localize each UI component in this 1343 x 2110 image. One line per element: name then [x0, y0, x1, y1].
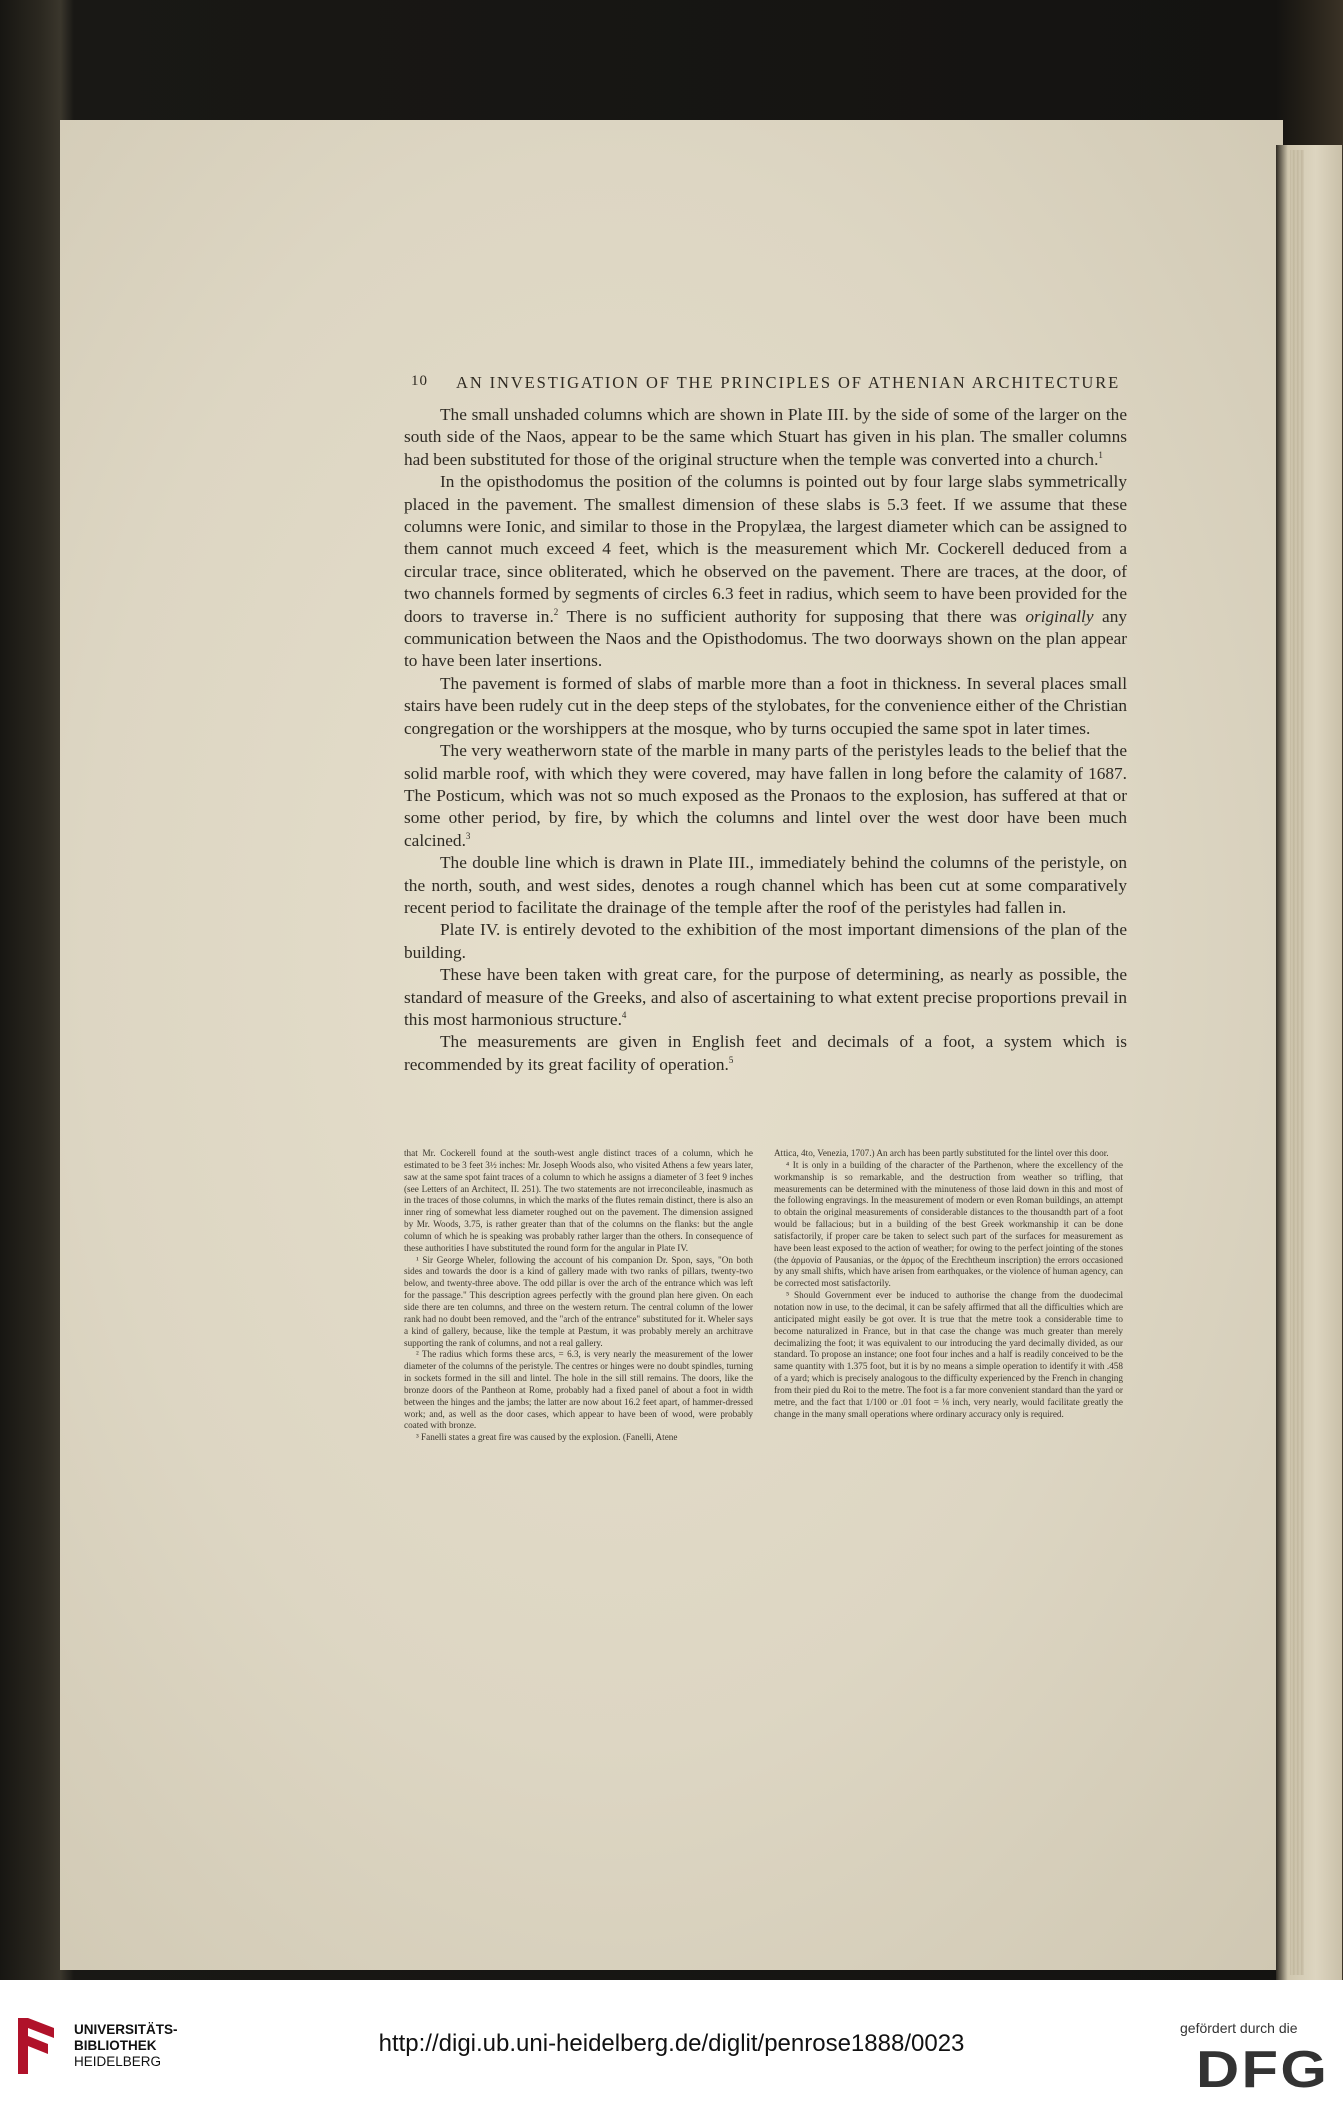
running-head — [0, 373, 1343, 403]
footnote-ref: 4 — [621, 1010, 627, 1021]
paragraph-text: Plate IV. is entirely devoted to the exhibition of the most important dimensions of the plan of the building. — [404, 920, 1127, 962]
paragraph — [404, 471, 1127, 673]
facing-page-edge — [1276, 145, 1342, 1980]
footnote: ⁵ Should Government ever be induced to authorise the change from the duodecimal notation now in use, to the decimal, it can be safely affirmed that all the difficulties which are anticipated might easily be got over. It is true that the metre took a considerable time to become naturalized in France, but in that case the change was much greater than merely decimalizing the foot; it was equivalent to our introducing the yard decimally divided, as our standard. To propose an instance; one foot four inches and a half is readily conceived to be the same quantity with 1.375 foot, but it is by no means a simple operation to identify it with .458 of a yard; which is precisely analogous to the difficulty experienced by the French in changing from their pied du Roi to the metre. The foot is a far more convenient standard than the yard or metre, and the fact that 1/100 or .01 foot = ⅛ inch, very nearly, would facilitate greatly the change in the many small operations where ordinary accuracy only is required. — [774, 1290, 1123, 1419]
permalink-url[interactable]: http://digi.ub.uni-heidelberg.de/diglit/penrose1888/0023 — [378, 2030, 965, 2057]
paragraph — [404, 852, 1127, 919]
footnote: ² The radius which forms these arcs, = 6.3, is very nearly the measurement of the lower diameter of the columns of the peristyle. The centres or hinges were no doubt spindles, turning in sockets formed in the sill and lintel. The hole in the sill still remains. The doors, like the bronze doors of the Pantheon at Rome, probably had a fixed panel of about a foot in width between the hinges and the jambs; the latter are now about 16.2 feet apart, of hammer-dressed work; and, as well as the door cases, which appear to have been of wood, were probably coated with bronze. — [404, 1349, 753, 1431]
paragraph-text: The small unshaded columns which are shown in Plate III. by the side of some of the larger on the south side of the Naos, appear to be the same which Stuart has given in his plan. The smaller columns had been substituted for those of the original structure when the temple was converted into a church. — [404, 405, 1127, 469]
paragraph — [404, 919, 1127, 964]
library-name-line: BIBLIOTHEK — [74, 2038, 157, 2053]
library-name-line: UNIVERSITÄTS- — [74, 2022, 178, 2037]
paragraph-text: The double line which is drawn in Plate III., immediately behind the columns of the peristyle, on the north, south, and west sides, denotes a rough channel which has been cut at some comparatively recent period to facilitate the drainage of the temple after the roof of the peristyles had fallen in. — [404, 853, 1127, 917]
paragraph — [404, 1031, 1127, 1076]
library-name-line: HEIDELBERG — [74, 2054, 162, 2069]
main-text — [404, 404, 1127, 1076]
paragraph-text: These have been taken with great care, for the purpose of determining, as nearly as possible, the standard of measure of the Greeks, and also of ascertaining to what extent precise proportions prevail in this most harmonious structure. — [404, 965, 1127, 1029]
footnote: Attica, 4to, Venezia, 1707.) An arch has been partly substituted for the lintel over this door. — [774, 1148, 1109, 1158]
dfg-logo: DFG — [1196, 2041, 1330, 2099]
funding-note: gefördert durch die — [1180, 2020, 1298, 2036]
footnote-ref: 5 — [728, 1055, 734, 1066]
footnote-ref: 3 — [465, 830, 471, 841]
paragraph-text: any communication between the Naos and the Opisthodomus. The two doorways shown on the plan appear to have been later insertions. — [404, 606, 1127, 671]
footnote-ref: 2 — [553, 606, 559, 617]
page-number: 10 — [411, 373, 428, 389]
paragraph-text: The very weatherworn state of the marble in many parts of the peristyles leads to the belief that the solid marble roof, with which they were covered, may have fallen in long before the calamity of 1687. The Posticum, which was not so much exposed as the Pronaos to the explosion, has suffered at that or some other period, by fire, by which the columns and lintel over the west door have been much calcined. — [404, 741, 1127, 850]
paragraph-text: In the opisthodomus the position of the columns is pointed out by four large slabs symmetrically placed in the pavement. The smallest dimension of these slabs is 5.3 feet. If we assume that these columns were Ionic, and similar to those in the Propylæa, the largest diameter which can be assigned to them cannot much exceed 4 feet, which is the measurement which Mr. Cockerell deduced from a circular trace, since obliterated, which he observed on the pavement. There are traces, at the door, of two channels formed by segments of circles 6.3 feet in radius, which seem to have been provided for the doors to traverse in. — [404, 472, 1127, 626]
paragraph — [404, 404, 1127, 471]
paragraph — [404, 964, 1127, 1031]
paragraph-text: The pavement is formed of slabs of marble more than a foot in thickness. In several places small stairs have been rudely cut in the deep steps of the stylobates, for the convenience either of the Christian congregation or the worshippers at the mosque, who by turns occupied the same spot in later times. — [404, 673, 1127, 738]
footnotes — [404, 1148, 1127, 1548]
paragraph-text: The measurements are given in English feet and decimals of a foot, a system which is recommended by its great facility of operation. — [404, 1032, 1127, 1074]
running-title: AN INVESTIGATION OF THE PRINCIPLES OF ATHENIAN ARCHITECTURE — [456, 373, 1121, 392]
footnote-ref: 1 — [1098, 450, 1103, 461]
emphasis: originally — [1025, 606, 1094, 626]
footnote: that Mr. Cockerell found at the south-west angle distinct traces of a column, which he estimated to be 3 feet 3½ inches: Mr. Joseph Woods also, who visited Athens a few years later, saw at the same spot faint traces of a column to which he assigns a diameter of 3 feet 9 inches (see Letters of an Architect, II. 251). The two statements are not irreconcileable, inasmuch as in the traces of those columns, in which the marks of the flutes remain distinct, there is also an inner ring of somewhat less diameter roughed out on the pavement. The dimension assigned by Mr. Woods, 3.75, is rather greater than that of the columns on the flanks: but the angle column of which he is speaking was probably rather larger than the others. In consequence of these authorities I have substituted the round form for the angular in Plate IV. — [404, 1148, 753, 1253]
paragraph-text: There is no sufficient authority for supposing that there was — [558, 606, 1026, 626]
footnote: ⁴ It is only in a building of the character of the Parthenon, where the excellency of the workmanship is so remarkable, and the destruction from weather so trifling, that measurements can be determined with the minuteness of those laid down in this and most of the following engravings. In the measurement of modern or even Roman buildings, an attempt to obtain the original measurements of considerable distances to the thousandth part of a foot would be fallacious; but in a building of the best Greek workmanship it can be done satisfactorily, if proper care be taken to select such part of the surfaces for measurement as have been least exposed to the action of weather; for owing to the perfect jointing of the stones (the ἁρμονία of Pausanias, or the ἁρμος of the Erechtheum inscription) the errors occasioned by any small shifts, which have arisen from earthquakes, or the violence of human agency, can be corrected most satisfactorily. — [774, 1159, 1123, 1289]
footnote-column-left — [404, 1148, 753, 1444]
footnote: ³ Fanelli states a great fire was caused by the explosion. (Fanelli, Atene — [416, 1432, 678, 1443]
page-stack-edge — [1290, 150, 1304, 1975]
footnote: ¹ Sir George Wheler, following the account of his companion Dr. Spon, says, "On both sides and towards the door is a kind of gallery made with two ranks of pillars, twenty-two below, and twenty-three above. The odd pillar is over the arch of the entrance which was left for the passage." This description agrees perfectly with the ground plan here given. On each side there are ten columns, and three on the western return. The central column of the lower rank had no doubt been removed, and the "arch of the entrance" substituted for it. Wheler says a kind of gallery, because, like the temple at Pæstum, it was probably merely an architrave supporting the rank of columns, and not a real gallery. — [404, 1254, 753, 1348]
paragraph — [404, 673, 1127, 740]
paragraph — [404, 740, 1127, 852]
footnote-column-right — [774, 1148, 1123, 1420]
